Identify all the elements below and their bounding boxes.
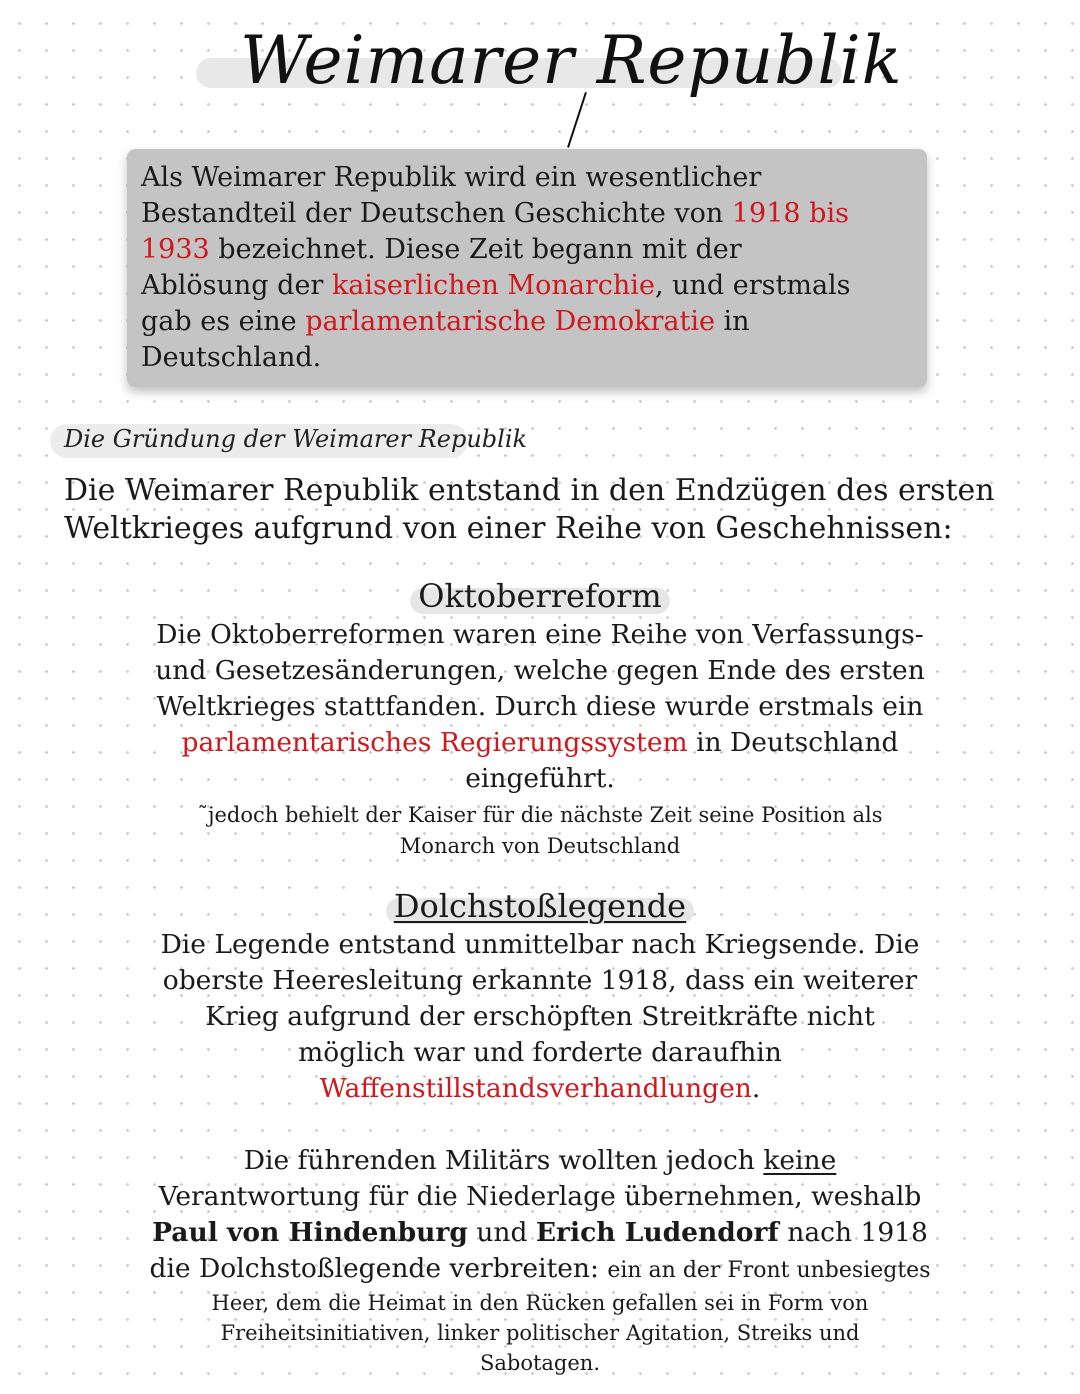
highlighted-term: kaiserlichen Monarchie bbox=[331, 270, 655, 301]
highlighted-term: 1933 bbox=[141, 234, 210, 265]
text-run: keine bbox=[763, 1145, 837, 1176]
text-run: , und erstmals bbox=[654, 270, 851, 301]
oktoberreform-line bbox=[0, 617, 1080, 653]
text-run: bezeichnet. Diese Zeit begann mit der bbox=[209, 234, 742, 265]
text-run: und Gesetzesänderungen, welche gegen Ende des ersten bbox=[155, 655, 925, 686]
dolchstoss-heading-block bbox=[0, 886, 1080, 926]
text-run: Deutschland. bbox=[141, 342, 322, 373]
text-run: Die Oktoberreformen waren eine Reihe von Verfassungs- bbox=[156, 619, 924, 650]
text-run: und bbox=[467, 1217, 536, 1248]
dolchstoss-p2-line bbox=[0, 1179, 1080, 1215]
dolchstoss-paragraph-2 bbox=[0, 1143, 1080, 1289]
text-run: Die Legende entstand unmittelbar nach Kriegsende. Die bbox=[160, 929, 920, 960]
text-run: Bestandteil der Deutschen Geschichte von bbox=[141, 198, 732, 229]
small-line: Freiheitsinitiativen, linker politischer Agitation, Streiks und bbox=[220, 1321, 860, 1345]
intro-line bbox=[141, 160, 921, 196]
text-run: eingeführt. bbox=[465, 763, 615, 794]
lead-line: Weltkrieges aufgrund von einer Reihe von Geschehnissen: bbox=[64, 511, 953, 546]
text-run: Als Weimarer Republik wird ein wesentlicher bbox=[141, 162, 762, 193]
dolchstoss-line bbox=[0, 927, 1080, 963]
text-run: nach 1918 bbox=[778, 1217, 928, 1248]
intro-text bbox=[141, 160, 921, 376]
small-line: Sabotagen. bbox=[479, 1351, 601, 1375]
note-line: Monarch von Deutschland bbox=[399, 834, 681, 858]
text-run: die Dolchstoßlegende verbreiten: bbox=[149, 1253, 608, 1284]
text-run: Verantwortung für die Niederlage übernehmen, weshalb bbox=[158, 1181, 922, 1212]
oktoberreform-heading: Oktoberreform bbox=[414, 576, 665, 616]
text-run: Weltkrieges stattfanden. Durch diese wurde erstmals ein bbox=[156, 691, 924, 722]
text-run: möglich war und forderte daraufhin bbox=[298, 1037, 782, 1068]
oktoberreform-line bbox=[0, 761, 1080, 797]
text-run: Krieg aufgrund der erschöpften Streitkräfte nicht bbox=[205, 1001, 875, 1032]
oktoberreform-heading-block bbox=[0, 576, 1080, 616]
text-run: in Deutschland bbox=[687, 727, 899, 758]
dolchstoss-text bbox=[0, 927, 1080, 1107]
dolchstoss-p2-line bbox=[0, 1143, 1080, 1179]
bold-name: Erich Ludendorf bbox=[535, 1217, 779, 1248]
intro-line bbox=[141, 340, 921, 376]
title-flourish bbox=[567, 92, 587, 148]
text-run: gab es eine bbox=[141, 306, 306, 337]
lead-line: Die Weimarer Republik entstand in den Endzügen des ersten bbox=[64, 473, 995, 508]
dolchstoss-heading: Dolchstoßlegende bbox=[390, 886, 690, 926]
highlighted-term: parlamentarisches Regierungssystem bbox=[181, 727, 688, 758]
oktoberreform-line bbox=[0, 725, 1080, 761]
text-run: ein an der Front unbesiegtes bbox=[607, 1258, 931, 1283]
section-heading: Die Gründung der Weimarer Republik bbox=[64, 425, 528, 453]
dolchstoss-line bbox=[0, 1035, 1080, 1071]
text-run: oberste Heeresleitung erkannte 1918, dass ein weiterer bbox=[162, 965, 918, 996]
intro-line bbox=[141, 268, 921, 304]
text-run: . bbox=[751, 1073, 761, 1104]
intro-line bbox=[141, 304, 921, 340]
lead-paragraph bbox=[64, 472, 1064, 548]
dolchstoss-line bbox=[0, 1071, 1080, 1107]
oktoberreform-line bbox=[0, 653, 1080, 689]
dolchstoss-p2-line bbox=[0, 1215, 1080, 1251]
intro-line bbox=[141, 196, 921, 232]
highlighted-term: parlamentarische Demokratie bbox=[305, 306, 715, 337]
dolchstoss-line bbox=[0, 999, 1080, 1035]
highlighted-term: Waffenstillstandsverhandlungen bbox=[319, 1073, 752, 1104]
note-line: ˜jedoch behielt der Kaiser für die nächste Zeit seine Position als bbox=[197, 803, 883, 827]
oktoberreform-text bbox=[0, 617, 1080, 797]
dolchstoss-p2-line bbox=[0, 1251, 1080, 1289]
dolchstoss-line bbox=[0, 963, 1080, 999]
dolchstoss-small-text bbox=[0, 1288, 1080, 1378]
highlighted-term: 1918 bis bbox=[731, 198, 849, 229]
text-run: Ablösung der bbox=[141, 270, 332, 301]
text-run: Die führenden Militärs wollten jedoch bbox=[243, 1145, 764, 1176]
intro-line bbox=[141, 232, 921, 268]
oktoberreform-line bbox=[0, 689, 1080, 725]
bold-name: Paul von Hindenburg bbox=[152, 1217, 468, 1248]
small-line: Heer, dem die Heimat in den Rücken gefallen sei in Form von bbox=[211, 1291, 869, 1315]
oktoberreform-note bbox=[0, 800, 1080, 862]
text-run: in bbox=[714, 306, 750, 337]
page-title: Weimarer Republik bbox=[240, 22, 903, 99]
